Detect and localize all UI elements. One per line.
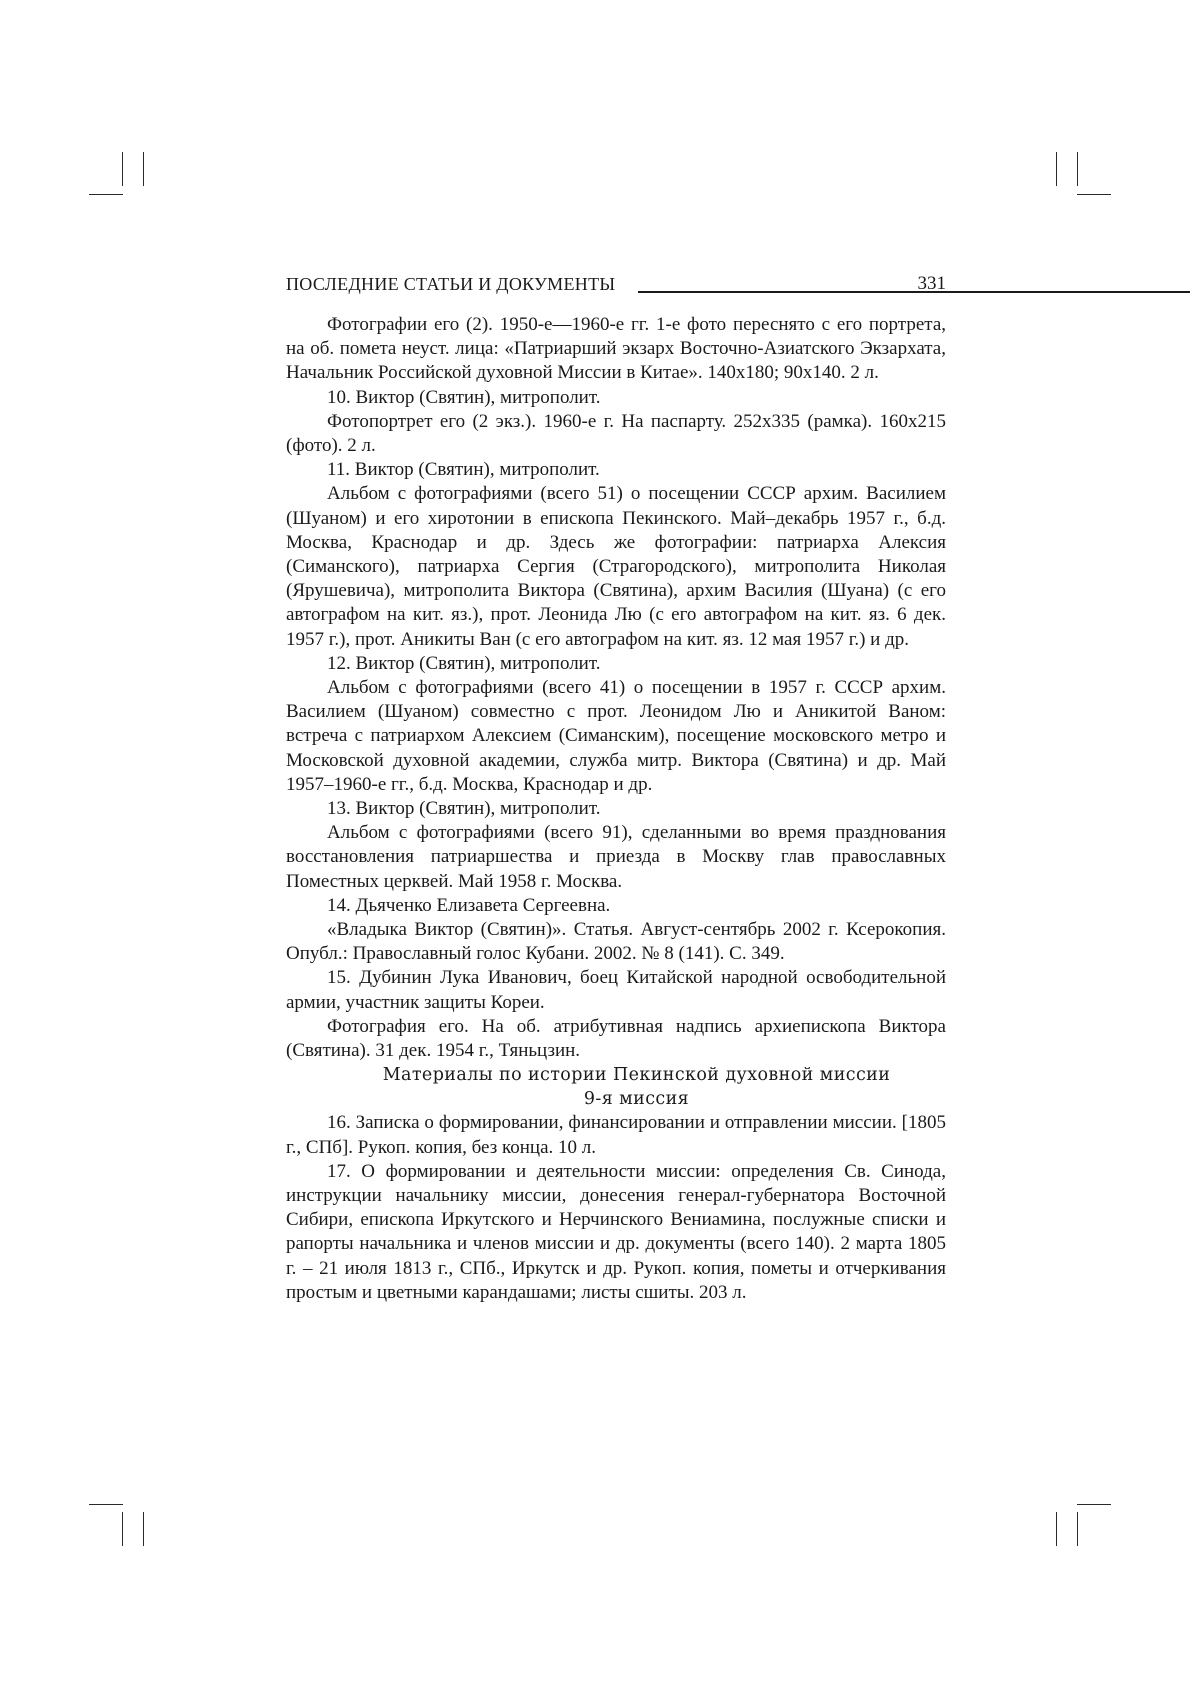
section-heading: Материалы по истории Пекинской духовной миссии	[382, 1065, 891, 1086]
header-rule	[638, 291, 1190, 293]
section-subheading: 9-я миссия	[583, 1089, 690, 1110]
paragraph: Фотографии его (2). 1950-е—1960-е гг. 1-е фото переснято с его портрета, на об. пометa неуст. лица: «Патриарший экзарх Восточно-Азиатского Экзархата, Начальник Российской духовной Миссии в Китае». 140х180; 90х140. 2 л.	[286, 314, 946, 384]
crop-mark	[122, 1512, 123, 1546]
page-number: 331	[917, 273, 946, 294]
crop-mark	[1077, 1504, 1111, 1505]
crop-mark	[143, 1512, 144, 1546]
crop-mark	[1056, 1512, 1057, 1546]
paragraph: Фотография его. На об. атрибутивная надпись архиепископа Виктора (Святина). 31 дек. 1954 г., Тяньцзин.	[286, 1015, 946, 1062]
body-text	[286, 313, 946, 1305]
catalog-entry-heading: 14. Дьяченко Елизавета Сергеевна.	[327, 894, 611, 916]
paragraph: Альбом с фотографиями (всего 91), сделанными во время празднования восстановления патриаршества и приезда в Москву глав православных Поместных церквей. Май 1958 г. Москва.	[286, 822, 946, 892]
crop-mark	[1056, 152, 1057, 186]
paragraph: Альбом с фотографиями (всего 41) о посещении в 1957 г. СССР архим. Василием (Шуаном) совместно с прот. Леонидом Лю и Аникитой Ваном: встреча с патриархом Алексием (Симанским), посещение московского метро и Московской духовной академии, служба митр. Виктора (Святина) и др. Май 1957–1960-е гг., б.д. Москва, Краснодар и др.	[286, 677, 946, 795]
crop-mark	[143, 152, 144, 186]
catalog-entry: 17. О формировании и деятельности миссии: определения Св. Синода, инструкции начальнику миссии, донесения генерал-губернатора Восточной Сибири, епископа Иркутского и Нерчинского Вениамина, послужные списки и рапорты начальника и членов миссии и др. документы (всего 140). 2 марта 1805 г. – 21 июля 1813 г., СПб., Иркутск и др. Рукоп. копия, пометы и отчеркивания простым и цветными карандашами; листы сшиты. 203 л.	[286, 1160, 946, 1303]
crop-mark	[89, 1504, 123, 1505]
catalog-entry-heading: 11. Виктор (Святин), митрополит.	[327, 459, 600, 481]
paragraph: Фотопортрет его (2 экз.). 1960-е г. На паспарту. 252х335 (рамка). 160х215 (фото). 2 л.	[286, 410, 946, 457]
catalog-entry-heading: 12. Виктор (Святин), митрополит.	[327, 652, 601, 674]
crop-mark	[1077, 152, 1078, 186]
catalog-entry: 16. Записка о формировании, финансировании и отправлении миссии. [1805 г., СПб]. Рукоп. копия, без конца. 10 л.	[286, 1112, 946, 1158]
catalog-entry-heading: 15. Дубинин Лука Иванович, боец Китайской народной освободительной армии, участник защиты Кореи.	[286, 967, 946, 1013]
crop-mark	[89, 194, 123, 195]
running-header	[286, 270, 946, 300]
running-header-title: ПОСЛЕДНИЕ СТАТЬИ И ДОКУМЕНТЫ	[286, 274, 616, 294]
crop-mark	[1077, 194, 1111, 195]
crop-mark	[1077, 1512, 1078, 1546]
paragraph: Альбом с фотографиями (всего 51) о посещении СССР архим. Василием (Шуаном) и его хиротонии в епископа Пекинского. Май–декабрь 1957 г., б.д. Москва, Краснодар и др. Здесь же фотографии: патриарха Алексия (Симанского), патриарха Сергия (Страгородского), митрополита Николая (Ярушевича), митрополита Виктора (Святина), архим Василия (Шуана) (с его автографом на кит. яз.), прот. Леонида Лю (с его автографом на кит. яз. 6 дек. 1957 г.), прот. Аникиты Ван (с его автографом на кит. яз. 12 мая 1957 г.) и др.	[286, 483, 946, 650]
crop-mark	[122, 152, 123, 186]
catalog-entry-heading: 13. Виктор (Святин), митрополит.	[327, 798, 601, 820]
catalog-entry-heading: 10. Виктор (Святин), митрополит.	[327, 386, 601, 408]
paragraph: «Владыка Виктор (Святин)». Статья. Август-сентябрь 2002 г. Ксерокопия. Опубл.: Православный голос Кубани. 2002. № 8 (141). С. 349.	[286, 919, 946, 965]
